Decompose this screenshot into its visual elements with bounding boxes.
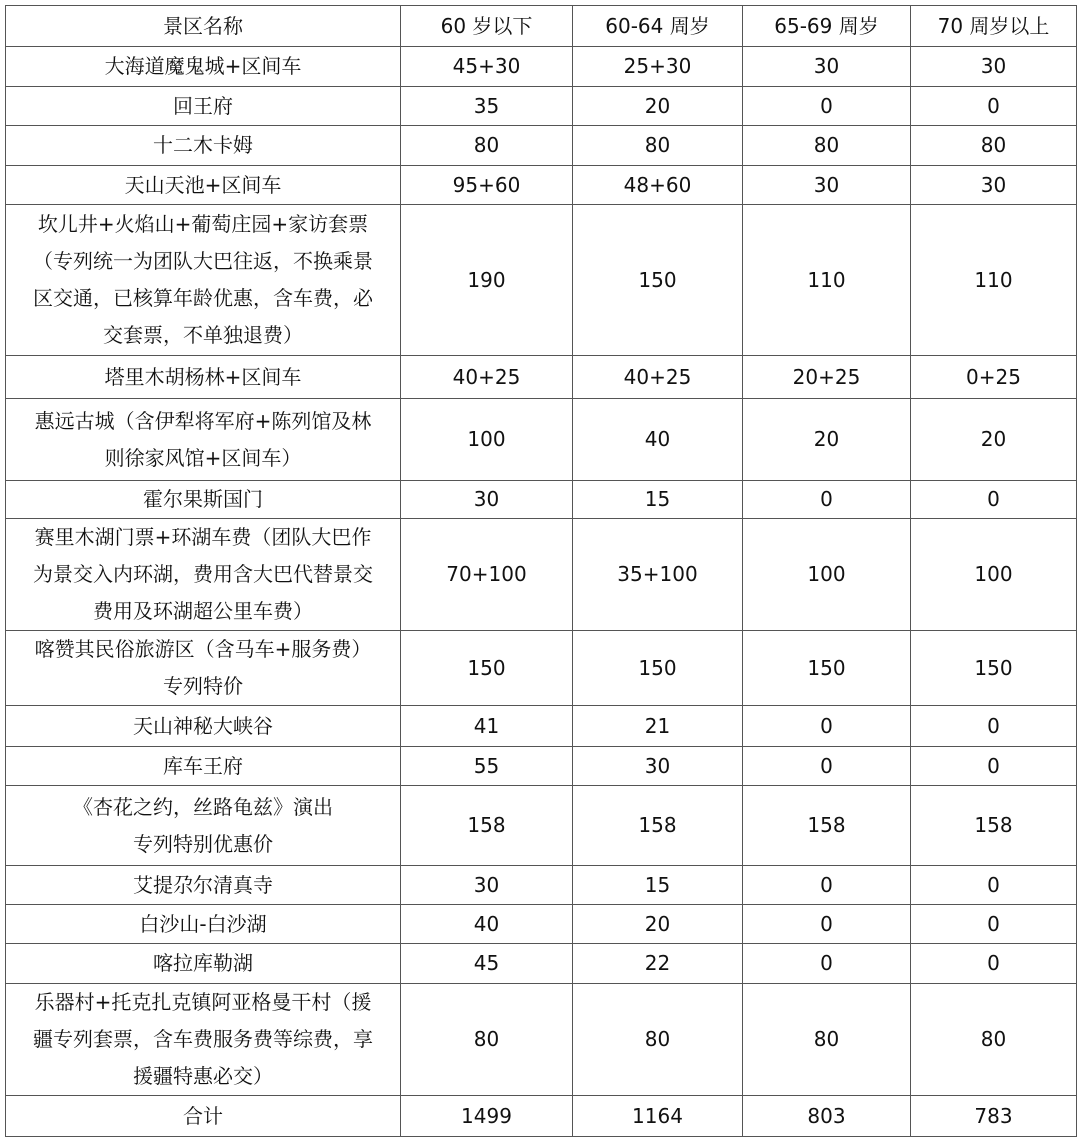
price-cell: 20+25 (743, 356, 911, 399)
price-cell: 25+30 (573, 47, 743, 87)
scenic-name-cell: 喀赞其民俗旅游区（含马车+服务费） 专列特价 (6, 631, 401, 706)
price-cell: 40 (401, 905, 573, 944)
total-cell: 783 (911, 1096, 1077, 1137)
price-cell: 30 (401, 866, 573, 905)
price-cell: 30 (743, 47, 911, 87)
scenic-name-cell: 大海道魔鬼城+区间车 (6, 47, 401, 87)
table-row (6, 786, 1077, 866)
price-cell: 35+100 (573, 519, 743, 631)
price-cell: 0 (743, 481, 911, 519)
table-row (6, 47, 1077, 87)
total-cell: 803 (743, 1096, 911, 1137)
price-cell: 80 (573, 126, 743, 166)
price-cell: 0 (911, 944, 1077, 984)
table-row (6, 866, 1077, 905)
scenic-name-cell: 霍尔果斯国门 (6, 481, 401, 519)
header-cell: 65-69 周岁 (743, 6, 911, 47)
table-row (6, 631, 1077, 706)
price-cell: 70+100 (401, 519, 573, 631)
price-cell: 48+60 (573, 166, 743, 205)
header-cell: 景区名称 (6, 6, 401, 47)
scenic-name-cell: 十二木卡姆 (6, 126, 401, 166)
price-cell: 0 (743, 905, 911, 944)
scenic-name-cell: 艾提尕尔清真寺 (6, 866, 401, 905)
price-cell: 80 (743, 126, 911, 166)
scenic-name-cell: 天山天池+区间车 (6, 166, 401, 205)
table-row (6, 984, 1077, 1096)
scenic-name-cell: 白沙山-白沙湖 (6, 905, 401, 944)
table-row (6, 87, 1077, 126)
price-cell: 15 (573, 866, 743, 905)
price-cell: 0 (743, 944, 911, 984)
price-cell: 150 (401, 631, 573, 706)
price-cell: 110 (911, 205, 1077, 356)
price-cell: 40 (573, 399, 743, 481)
table-row (6, 944, 1077, 984)
ticket-price-table (5, 5, 1077, 1137)
price-cell: 35 (401, 87, 573, 126)
price-cell: 80 (401, 984, 573, 1096)
price-cell: 100 (743, 519, 911, 631)
price-cell: 0 (743, 87, 911, 126)
price-cell: 21 (573, 706, 743, 747)
price-cell: 20 (911, 399, 1077, 481)
price-cell: 55 (401, 747, 573, 786)
price-cell: 0 (743, 706, 911, 747)
header-row (6, 6, 1077, 47)
scenic-name-cell: 惠远古城（含伊犁将军府+陈列馆及林 则徐家风馆+区间车） (6, 399, 401, 481)
total-row (6, 1096, 1077, 1137)
price-cell: 20 (743, 399, 911, 481)
total-cell: 1499 (401, 1096, 573, 1137)
price-cell: 0 (743, 747, 911, 786)
table-row (6, 205, 1077, 356)
header-cell: 60-64 周岁 (573, 6, 743, 47)
price-cell: 0+25 (911, 356, 1077, 399)
price-cell: 0 (911, 481, 1077, 519)
price-cell: 158 (743, 786, 911, 866)
price-cell: 150 (573, 631, 743, 706)
total-cell: 1164 (573, 1096, 743, 1137)
price-cell: 22 (573, 944, 743, 984)
price-cell: 100 (911, 519, 1077, 631)
price-cell: 150 (573, 205, 743, 356)
price-cell: 100 (401, 399, 573, 481)
scenic-name-cell: 乐器村+托克扎克镇阿亚格曼干村（援 疆专列套票，含车费服务费等综费，享 援疆特惠必交） (6, 984, 401, 1096)
price-cell: 40+25 (573, 356, 743, 399)
price-cell: 0 (911, 747, 1077, 786)
scenic-name-cell: 喀拉库勒湖 (6, 944, 401, 984)
price-cell: 0 (911, 706, 1077, 747)
scenic-name-cell: 回王府 (6, 87, 401, 126)
price-cell: 15 (573, 481, 743, 519)
scenic-name-cell: 《杏花之约，丝路龟兹》演出 专列特别优惠价 (6, 786, 401, 866)
price-cell: 0 (743, 866, 911, 905)
price-cell: 20 (573, 87, 743, 126)
price-cell: 158 (573, 786, 743, 866)
price-cell: 110 (743, 205, 911, 356)
price-cell: 80 (911, 984, 1077, 1096)
price-cell: 95+60 (401, 166, 573, 205)
table-row (6, 519, 1077, 631)
price-cell: 150 (743, 631, 911, 706)
price-cell: 45 (401, 944, 573, 984)
price-cell: 30 (743, 166, 911, 205)
price-cell: 30 (911, 166, 1077, 205)
price-cell: 190 (401, 205, 573, 356)
price-cell: 158 (911, 786, 1077, 866)
scenic-name-cell: 赛里木湖门票+环湖车费（团队大巴作 为景交入内环湖，费用含大巴代替景交 费用及环湖超公里车费） (6, 519, 401, 631)
scenic-name-cell: 库车王府 (6, 747, 401, 786)
table-row (6, 706, 1077, 747)
header-cell: 70 周岁以上 (911, 6, 1077, 47)
price-cell: 80 (573, 984, 743, 1096)
table-row (6, 126, 1077, 166)
price-cell: 30 (401, 481, 573, 519)
price-cell: 80 (743, 984, 911, 1096)
table-row (6, 356, 1077, 399)
price-cell: 158 (401, 786, 573, 866)
price-cell: 80 (911, 126, 1077, 166)
price-cell: 20 (573, 905, 743, 944)
total-label-cell: 合计 (6, 1096, 401, 1137)
price-cell: 150 (911, 631, 1077, 706)
table-row (6, 481, 1077, 519)
table-row (6, 905, 1077, 944)
price-cell: 0 (911, 905, 1077, 944)
price-cell: 45+30 (401, 47, 573, 87)
table-row (6, 166, 1077, 205)
scenic-name-cell: 天山神秘大峡谷 (6, 706, 401, 747)
price-cell: 0 (911, 87, 1077, 126)
scenic-name-cell: 塔里木胡杨林+区间车 (6, 356, 401, 399)
scenic-name-cell: 坎儿井+火焰山+葡萄庄园+家访套票 （专列统一为团队大巴往返，不换乘景 区交通，已核算年龄优惠，含车费，必 交套票，不单独退费） (6, 205, 401, 356)
price-cell: 40+25 (401, 356, 573, 399)
table-row (6, 399, 1077, 481)
price-cell: 41 (401, 706, 573, 747)
price-cell: 0 (911, 866, 1077, 905)
table-row (6, 747, 1077, 786)
price-cell: 30 (911, 47, 1077, 87)
price-cell: 80 (401, 126, 573, 166)
price-cell: 30 (573, 747, 743, 786)
header-cell: 60 岁以下 (401, 6, 573, 47)
